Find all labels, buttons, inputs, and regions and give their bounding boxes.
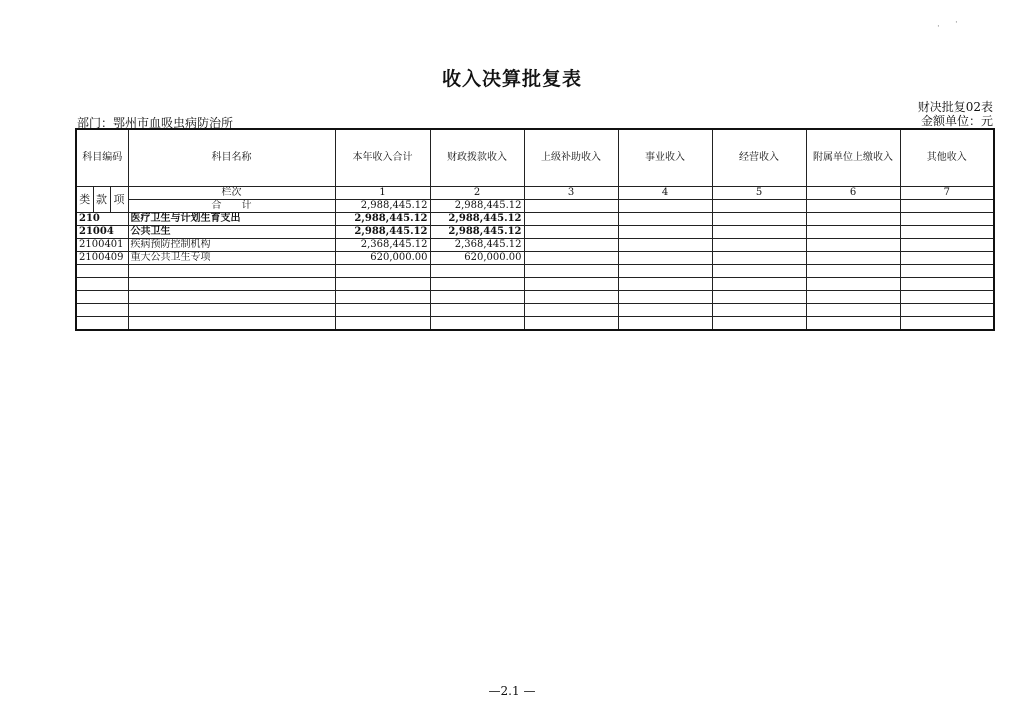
row-value (806, 226, 900, 239)
empty-cell (76, 304, 128, 317)
header-col: 事业收入 (618, 129, 712, 187)
empty-cell (900, 278, 994, 291)
total-value (900, 200, 994, 213)
row-value (806, 252, 900, 265)
empty-row (76, 304, 994, 317)
row-value: 2,988,445.12 (430, 213, 524, 226)
row-value (524, 239, 618, 252)
empty-cell (335, 278, 430, 291)
header-col: 上级补助收入 (524, 129, 618, 187)
lanci-row (76, 187, 994, 200)
form-meta (918, 100, 993, 128)
unit-label: 金额单位：元 (920, 114, 993, 128)
row-code: 21004 (76, 226, 128, 239)
row-name: 公共卫生 (128, 226, 335, 239)
row-value (712, 213, 806, 226)
empty-cell (430, 317, 524, 331)
empty-row (76, 291, 994, 304)
total-value (806, 200, 900, 213)
row-value: 2,988,445.12 (430, 226, 524, 239)
table-row (76, 239, 994, 252)
empty-row (76, 265, 994, 278)
row-value: 2,368,445.12 (430, 239, 524, 252)
lanci-num: 6 (806, 187, 900, 200)
header-col: 附属单位上缴收入 (806, 129, 900, 187)
total-value: 2,988,445.12 (430, 200, 524, 213)
total-value (524, 200, 618, 213)
total-label: 合 计 (128, 200, 335, 213)
empty-cell (618, 291, 712, 304)
empty-cell (430, 291, 524, 304)
row-value (900, 213, 994, 226)
table-row (76, 213, 994, 226)
row-value: 2,368,445.12 (335, 239, 430, 252)
scan-speck: · (937, 22, 940, 32)
lanci-num: 1 (335, 187, 430, 200)
row-value (900, 226, 994, 239)
row-value (524, 213, 618, 226)
empty-cell (806, 265, 900, 278)
row-value (618, 239, 712, 252)
empty-cell (712, 291, 806, 304)
empty-cell (128, 291, 335, 304)
row-value: 620,000.00 (430, 252, 524, 265)
empty-cell (900, 304, 994, 317)
empty-cell (524, 304, 618, 317)
empty-cell (618, 265, 712, 278)
row-value: 620,000.00 (335, 252, 430, 265)
lanci-num: 3 (524, 187, 618, 200)
empty-cell (712, 278, 806, 291)
lanci-num: 5 (712, 187, 806, 200)
empty-cell (335, 317, 430, 331)
empty-cell (76, 291, 128, 304)
row-value (618, 252, 712, 265)
empty-row (76, 278, 994, 291)
row-value (806, 239, 900, 252)
empty-cell (618, 304, 712, 317)
empty-cell (76, 265, 128, 278)
scan-speck: · (955, 18, 958, 28)
table-row (76, 252, 994, 265)
row-value (712, 226, 806, 239)
empty-cell (712, 317, 806, 331)
header-xiang: 项 (110, 187, 128, 213)
empty-cell (900, 291, 994, 304)
empty-cell (806, 317, 900, 331)
row-name: 医疗卫生与计划生育支出 (128, 213, 335, 226)
header-code: 科目编码 (76, 129, 128, 187)
row-name: 疾病预防控制机构 (128, 239, 335, 252)
empty-cell (806, 278, 900, 291)
row-value (900, 252, 994, 265)
department-label: 部门：鄂州市血吸虫病防治所 (77, 116, 234, 130)
income-table (75, 128, 995, 331)
empty-cell (430, 265, 524, 278)
empty-cell (806, 304, 900, 317)
empty-cell (524, 317, 618, 331)
empty-cell (430, 304, 524, 317)
row-value (712, 239, 806, 252)
empty-cell (712, 304, 806, 317)
table-title: 收入决算批复表 (441, 68, 582, 90)
empty-cell (335, 291, 430, 304)
empty-cell (618, 317, 712, 331)
empty-cell (76, 278, 128, 291)
header-row (76, 129, 994, 187)
row-value (806, 213, 900, 226)
total-value (712, 200, 806, 213)
lanci-num: 4 (618, 187, 712, 200)
empty-cell (128, 265, 335, 278)
empty-cell (128, 278, 335, 291)
lanci-num: 2 (430, 187, 524, 200)
row-code: 2100401 (76, 239, 128, 252)
empty-cell (900, 317, 994, 331)
empty-cell (335, 304, 430, 317)
empty-cell (524, 278, 618, 291)
total-value (618, 200, 712, 213)
header-col: 财政拨款收入 (430, 129, 524, 187)
empty-cell (712, 265, 806, 278)
empty-cell (618, 278, 712, 291)
row-code: 210 (76, 213, 128, 226)
header-name: 科目名称 (128, 129, 335, 187)
header-lei: 类 (76, 187, 93, 213)
empty-cell (900, 265, 994, 278)
table-row (76, 226, 994, 239)
lanci-num: 7 (900, 187, 994, 200)
row-name: 重大公共卫生专项 (128, 252, 335, 265)
total-row (76, 200, 994, 213)
empty-cell (524, 291, 618, 304)
page-number: —2.1 — (488, 684, 536, 698)
header-kuan: 款 (93, 187, 110, 213)
empty-cell (430, 278, 524, 291)
header-col: 经营收入 (712, 129, 806, 187)
row-value (524, 226, 618, 239)
row-value: 2,988,445.12 (335, 226, 430, 239)
form-number: 财决批复02表 (917, 100, 993, 114)
header-col: 本年收入合计 (335, 129, 430, 187)
empty-cell (76, 317, 128, 331)
empty-cell (128, 304, 335, 317)
lanci-label: 栏次 (128, 187, 335, 200)
row-value (900, 239, 994, 252)
row-value (524, 252, 618, 265)
header-col: 其他收入 (900, 129, 994, 187)
total-value: 2,988,445.12 (335, 200, 430, 213)
empty-cell (335, 265, 430, 278)
row-value (618, 213, 712, 226)
row-code: 2100409 (76, 252, 128, 265)
row-value (618, 226, 712, 239)
empty-cell (806, 291, 900, 304)
row-value: 2,988,445.12 (335, 213, 430, 226)
empty-row (76, 317, 994, 331)
empty-cell (128, 317, 335, 331)
empty-cell (524, 265, 618, 278)
row-value (712, 252, 806, 265)
